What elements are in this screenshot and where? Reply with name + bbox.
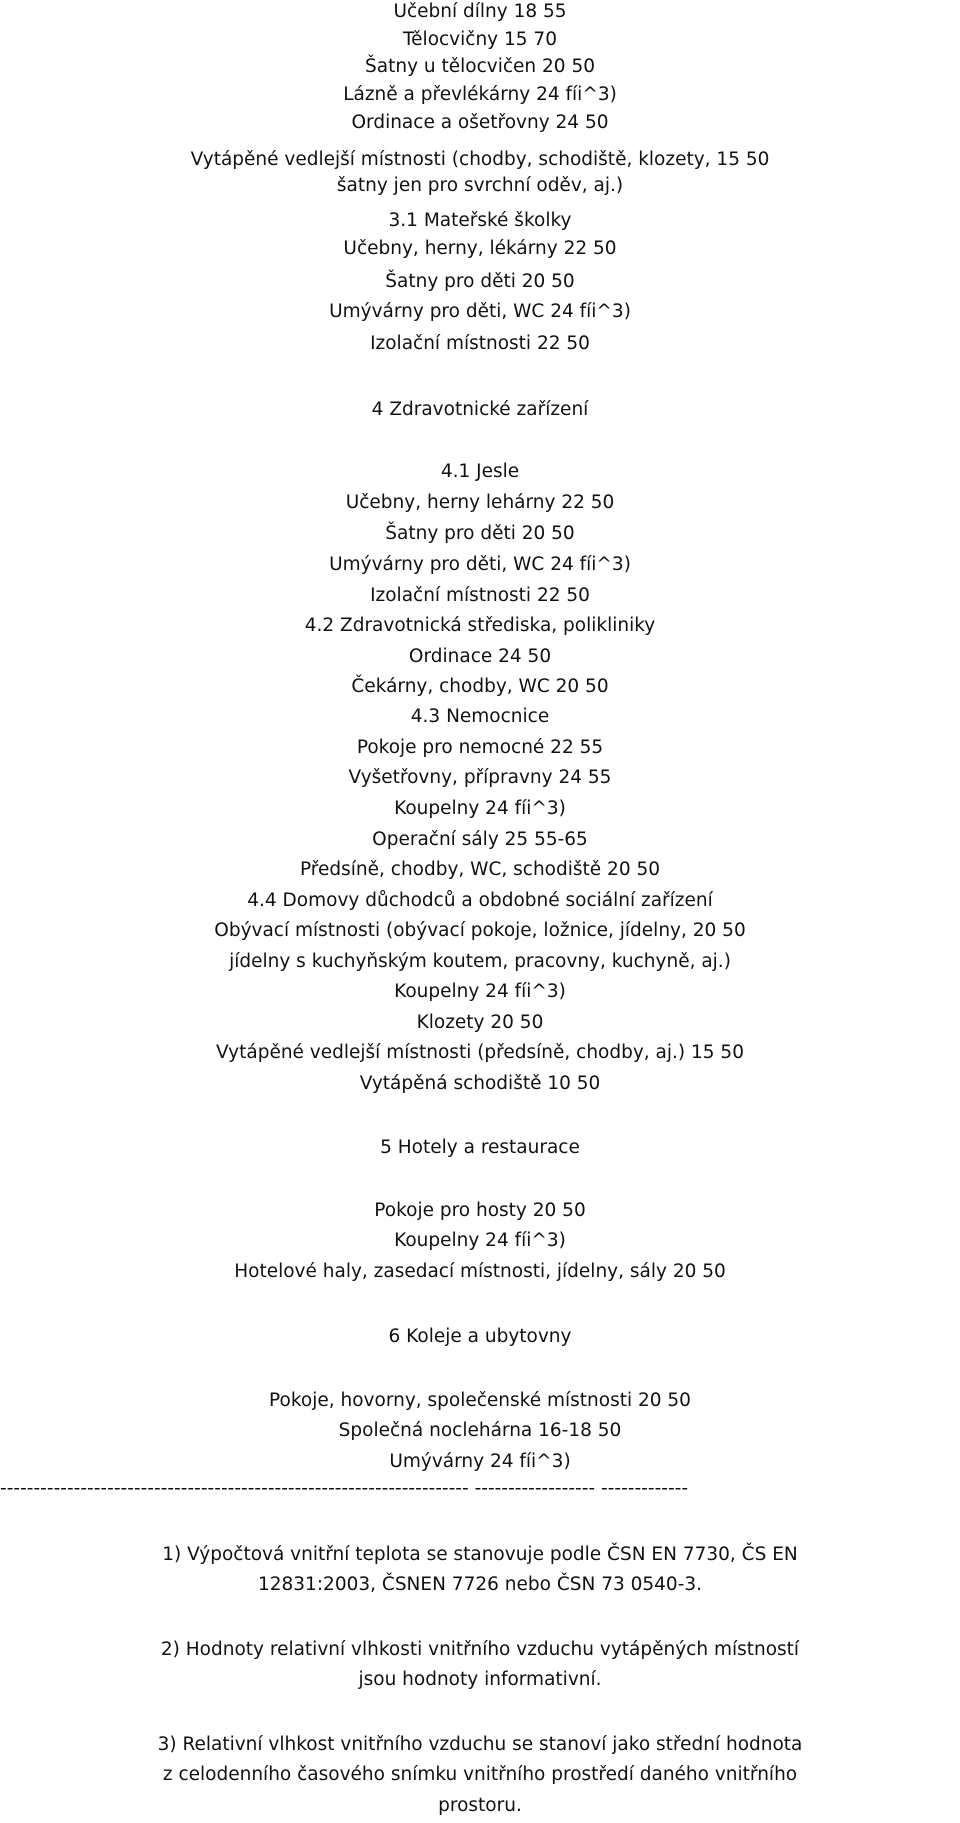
text-line: Koupelny 24 fíi^3) [394, 1230, 566, 1251]
footnote-3-line: z celodenního časového snímku vnitřního prostředí daného vnitřního [162, 1764, 798, 1785]
footnote-1-line: 12831:2003, ČSNEN 7726 nebo ČSN 73 0540-3. [257, 1574, 703, 1595]
text-line: Pokoje, hovorny, společenské místnosti 20 50 [269, 1390, 691, 1411]
footnote-2-line: jsou hodnoty informativní. [358, 1669, 602, 1690]
text-line: Tělocvičny 15 70 [403, 29, 557, 50]
text-line: Umývárny pro děti, WC 24 fíi^3) [329, 301, 631, 322]
text-line: Vytápěné vedlejší místnosti (chodby, schodiště, klozety, 15 50 [190, 149, 770, 170]
text-line: Čekárny, chodby, WC 20 50 [351, 676, 609, 697]
text-line: Operační sály 25 55-65 [372, 829, 588, 850]
text-line: Učebny, herny, lékárny 22 50 [343, 238, 617, 259]
text-line: Koupelny 24 fíi^3) [394, 798, 566, 819]
text-line: Šatny pro děti 20 50 [385, 271, 575, 292]
footnote-1-line: 1) Výpočtová vnitřní teplota se stanovuje podle ČSN EN 7730, ČS EN [162, 1544, 798, 1565]
text-line: Umývárny 24 fíi^3) [389, 1451, 571, 1472]
text-line: šatny jen pro svrchní oděv, aj.) [336, 175, 624, 196]
text-line: Vytápěné vedlejší místnosti (předsíně, chodby, aj.) 15 50 [216, 1042, 744, 1063]
text-line: Vyšetřovny, přípravny 24 55 [348, 767, 612, 788]
text-line: Společná noclehárna 16-18 50 [338, 1420, 622, 1441]
text-line: Pokoje pro hosty 20 50 [374, 1200, 586, 1221]
text-line: Lázně a převlékárny 24 fíi^3) [343, 84, 617, 105]
text-line: Obývací místnosti (obývací pokoje, ložnice, jídelny, 20 50 [214, 920, 746, 941]
text-line: Šatny pro děti 20 50 [385, 523, 575, 544]
text-line: Předsíně, chodby, WC, schodiště 20 50 [299, 859, 661, 880]
footnote-3-line: prostoru. [438, 1795, 522, 1816]
section-heading: 4.3 Nemocnice [410, 706, 550, 727]
text-line: Učebny, herny lehárny 22 50 [345, 492, 615, 513]
text-line: Izolační místnosti 22 50 [370, 585, 590, 606]
footnote-2-line: 2) Hodnoty relativní vlhkosti vnitřního vzduchu vytápěných místností [160, 1639, 800, 1660]
text-line: Umývárny pro děti, WC 24 fíi^3) [329, 554, 631, 575]
text-line: Izolační místnosti 22 50 [370, 333, 590, 354]
text-line: Vytápěná schodiště 10 50 [359, 1073, 601, 1094]
text-line: Ordinace a ošetřovny 24 50 [351, 112, 609, 133]
section-heading: 4 Zdravotnické zařízení [371, 399, 589, 420]
text-line: Hotelové haly, zasedací místnosti, jídelny, sály 20 50 [234, 1261, 726, 1282]
text-line: Pokoje pro nemocné 22 55 [356, 737, 604, 758]
section-heading: 6 Koleje a ubytovny [388, 1326, 572, 1347]
text-line: Ordinace 24 50 [408, 646, 552, 667]
section-heading: 4.4 Domovy důchodců a obdobné sociální zařízení [247, 890, 713, 911]
text-line: Klozety 20 50 [416, 1012, 544, 1033]
text-line: Učební dílny 18 55 [393, 1, 567, 22]
section-heading: 3.1 Mateřské školky [388, 210, 572, 231]
footnote-3-line: 3) Relativní vlhkost vnitřního vzduchu se stanoví jako střední hodnota [157, 1734, 803, 1755]
section-heading: 5 Hotely a restaurace [380, 1137, 580, 1158]
text-line: Koupelny 24 fíi^3) [394, 981, 566, 1002]
section-heading: 4.2 Zdravotnická střediska, polikliniky [304, 615, 656, 636]
text-line: jídelny s kuchyňským koutem, pracovny, kuchyně, aj.) [229, 951, 731, 972]
text-line: Šatny u tělocvičen 20 50 [365, 56, 595, 77]
section-heading: 4.1 Jesle [440, 461, 520, 482]
separator-line: ---------------------------------------------------------------------- ------------------ ------------- [0, 1478, 689, 1499]
